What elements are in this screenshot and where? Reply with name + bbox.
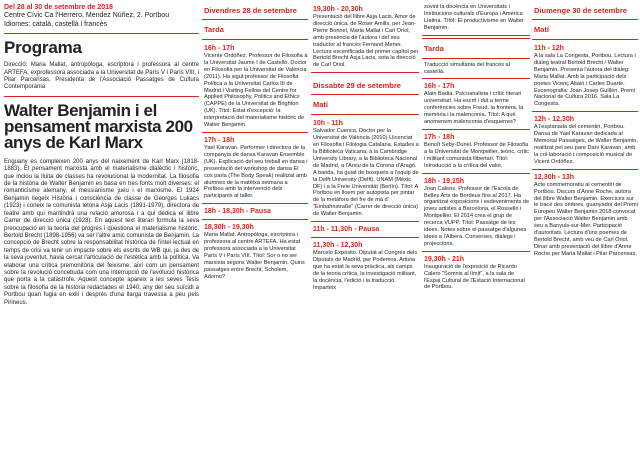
day-heading-saturday: Dissabte 29 de setembre <box>313 81 401 91</box>
programa-heading: Programa <box>4 38 82 58</box>
event-item <box>422 132 530 174</box>
event-text: Benoît Seby-Dunel. Professor de Filosofia a la Universitat de Montpellier, teòric, crític i militant comunista llibertari. Títol: Introducció a la crítica del valor. <box>424 141 530 169</box>
event-item <box>532 43 638 112</box>
event-text: Salvador Cuenca. Doctor per la Universitat de València (2010) Llicenciat en Filosofia i Filologia Catalana. Estades a la Biblioteca Vaticana, a la Cambridge University Library, a la Biblioteca Nacional de Madrid, a l'Arxiu de la Corona d'Aragó. A banda, ha guiat de bosquets a l'equip de la Delft University (Delft), UNAM (Mèxic DF) i a la Freie Universität (Berlín). Títol: A Portbou en lloem per autopista per pintar de la metàfora del fre de mà d' "Einbahnstraße" (Carrer de direcció única) de Walter Benjamin. <box>313 128 419 218</box>
event-time: 18h - 18,30h - Pausa <box>204 208 271 216</box>
event-text: Marcelo Expósito. Diputat al Congrés dels Diputats de Madrid, per Podemos. Artista que ha estat la seva pràctica, als camps de la teoria crítica, la investigació militant, la docència, l'edició i la traducció. Imparteix <box>313 250 418 291</box>
direction-text: Direcció: Maria Mallat, antropòloga, escriptora i professora al centre ARTEFA, exprofessora associada a la Universitat de París V i París VIII, i Pilar Parcerisas, Presidenta de l'Associació Passatges de Cultura Contemporània <box>4 62 199 91</box>
event-item <box>422 0 530 36</box>
event-item <box>532 114 638 169</box>
event-text: A l'esplanada del cementiri, Portbou. Dansa de Yael Karavan dedicada al Memorial Passatges, de Walter Benjamin, realitzat pel seu pare Dani Karavan, amb la col·laboració i composició musical de Vicent Ordóñez. <box>534 124 638 165</box>
intro-column <box>4 0 199 453</box>
event-text: Vicente Ordóñez. Professor de Filosofia a la Universitat Jaume I de Castelló. Doctor en Filosofia per la Universitat de València (2011). Ha sigut professor de Filosofia Política a la Universitat Carlos III de Madrid i Visiting Fellow del Centre for Applied Philosophy, Politics and Ethics (CAPPE) de la Universitat de Brighton (UK). Títol: Estat d'excepció: la interpretació del materialisme històric de Walter Benjamin <box>204 53 308 129</box>
translation-note: Traducció simultània del francès al castellà. <box>422 62 530 80</box>
sunday-column <box>532 0 638 453</box>
event-time: 19,30h - 21h <box>424 255 465 263</box>
saturday-afternoon-column <box>422 0 530 453</box>
event-item <box>422 176 530 252</box>
event-time: 16h - 17h <box>204 45 235 52</box>
event-time: 19,30h - 20,30h <box>313 6 363 13</box>
event-item <box>202 222 308 283</box>
friday-column <box>202 0 308 453</box>
event-text: Alain Badia. Psicoanalista i crític literari universitari. Ha escrit i dut a terme conferències sobre Freud, la frontera, la memòria i la malenconia. Títol: A què anomenem malenconia d'esquerres? <box>424 91 524 126</box>
event-item <box>311 0 419 73</box>
event-text: sovint la docència en Universitats i Institucions culturals d'Europa i Amèrica Llatina. Títol: El productivisme en Walter Benjamin. <box>424 4 524 31</box>
event-text: Acte commemoratiu al cementiri de Portbou. Discurs d'Anne Roche, autora del llibre Walter Benjamin. Exercices sur le tracé des ombres, guanyador del Premi Europeu Walter Benjamin 2018 convocat per l'Associació Walter Benjamin amb seu a Banyuls-sur-Mer. Participació d'autoritats. Lectura d'uns poemes de Bertold Brecht, amb veu de Carl Oriol. Dinar amb presentació del llibre d'Anne Roche per Maria Mallat i Pilar Parcerisas. <box>534 181 638 257</box>
event-item <box>422 254 530 295</box>
event-time: 12h - 12,30h <box>534 116 575 124</box>
section-tarda: Tarda <box>422 38 530 59</box>
section-mati: Matí <box>311 94 419 115</box>
event-time: 16h - 17h <box>424 83 455 91</box>
event-time: 18h - 19,15h <box>424 177 465 185</box>
section-mati: Matí <box>532 19 638 40</box>
event-time: 11h - 12h <box>534 45 564 52</box>
saturday-morning-column <box>311 0 419 453</box>
day-heading-friday: Divendres 28 de setembre <box>204 6 297 15</box>
divider <box>4 33 199 34</box>
event-item <box>311 224 419 238</box>
event-item <box>202 206 308 220</box>
event-info <box>4 4 199 29</box>
event-item <box>202 43 308 133</box>
event-dates: Del 28 al 30 de setembre de 2018 <box>4 4 113 11</box>
day-heading-sunday: Diumenge 30 de setembre <box>534 6 627 15</box>
event-text: Presentació del llibre Asja Lacis. Amor de direcció única, de Roser Amills, per Jean-Pierre Bonnel, Maria Mallat i Carl Oriol, amb presència de l'autora i del seu traductor al francès Fernand Mener. Lectura escenificada del primer capítol per Bertold Brecht Asja Lacis, sota la direcció de Carl Oriol. <box>313 14 419 69</box>
event-item <box>422 81 530 130</box>
event-item <box>202 135 308 204</box>
event-item <box>311 118 419 222</box>
event-time: 11h - 11,30h - Pausa <box>313 226 380 234</box>
event-time: 18,30h - 19,30h <box>204 224 254 232</box>
event-item <box>311 240 419 294</box>
event-text: Yael Karavan. Performer i directora de la companyia de dansa Karavan Ensemble (UK). Explicació del seu treball en dansa i presentació del workshop de dansa El cos parla (The Body Speak) realitzat amb alumnes de la matèixa setmana a Portbou amb la intervenció dels participants al taller. <box>204 144 308 200</box>
main-title: Walter Benjamin i el pensament marxista 200 anys de Karl Marx <box>4 100 193 152</box>
event-venue: Centre Cívic Ca l'Herrero, Mendez Núñez, 2. Portbou <box>4 12 170 20</box>
event-time: 17h - 18h <box>204 136 235 144</box>
event-time: 11,30h - 12,30h <box>313 242 363 250</box>
event-text: Inauguració de l'exposició de Ricardo Calero "Somnis al límit", a la sala de l'Espai Cultural de l'Estació Internacional de Portbou. <box>424 263 525 291</box>
divider <box>4 96 199 97</box>
event-time: 12,30h - 13h <box>534 173 575 181</box>
event-time: 10h - 11h <box>313 120 343 128</box>
event-text: Maria Mallat. Antropòloga, escriptora i professora al centre ARTEFA. Ha estat professora associada a la Universitat París V i París VIII. Títol: Sor o no ser marxista segons Walter Benjamin. Quins passatges entre Brecht, Scholem, Adorno? <box>204 232 305 280</box>
event-item <box>532 172 638 261</box>
intro-body: Enguany es compleixen 200 anys del naixement de Karl Marx (1818-1883). El pensament marxista amb el materialisme dialèctic i històric, que inclou la lluita de classes ha revolucionat la modernitat. La filosofia de la història de Walter Benjamin es basa en tres fonts molt diverses: el romanticisme alemany, el messianisme jueu i el marxisme. El 1924 Benjamin llegeix Història i consciència de classe de Georges Lukacs (1923) i coneix la comunista letona Asja Lacis (1891-1979), directora de teatre amb qui mantindrà una relació amorosa i a qui dedica el llibre Carrer de direcció única (1928). En aquest text literari formula la seva preocupació en la teoria del progrés i qüestiona el materialisme històric. Bertold Brecht (1898-1956) va ser l'altre amic comunista de Benjamin. La concepció de Brecht sobre la responsabilitat històrica de l'intel·lectual en temps de crisi va tenir un impacte sobre els escrits de WB qui, ja des de la seva joventut, havia cercat l'articulació de l'estètica amb la política. Va elaborar una crítica premonitòria del feixisme, així com un pensament sobre la revolució concebuda com una interrupció de l'evolució històrica que porta a la catàstrofe. Aquest concepte apareix a les seves Tesis sobre la filosofia de la història redactades el 1940, any del seu suïcidi a Portbou quan fugia en exili i després d'una llarga travessa a peu pels Pirineus. <box>4 158 199 306</box>
event-text: Joan Calens. Professor de l'Escola de Belles Arts de Bordeus fins al 2017. Ha organitzat exposicions i esdeveniments de joves artistes a Barcelona, el Rosselló i Montpellier. El 2014 crea el grup de recerca VUPP. Títol: Passatge de les idees. Notes sobre el passatge d'algunes idees a l'Albera. Converses, diàlegs i projeccions. <box>424 185 530 247</box>
event-time: 17h - 18h <box>424 133 455 141</box>
event-languages: Idiomes: català, castellà i francès <box>4 20 108 28</box>
section-tarda: Tarda <box>202 19 308 40</box>
event-text: A la sala La Congesta, Portbou. Lectura i diàleg teatral Bertold Brecht / Walter Benjamin. Presenta l'autora del diàleg: Maria Mallat. Amb la participació dels poetes Vicenç Altaió i Carles Duarte. Escenografia: Joan Josep Guillén. Premi Nacional de Cultura 2016. Sala La Congesta. <box>534 53 636 108</box>
